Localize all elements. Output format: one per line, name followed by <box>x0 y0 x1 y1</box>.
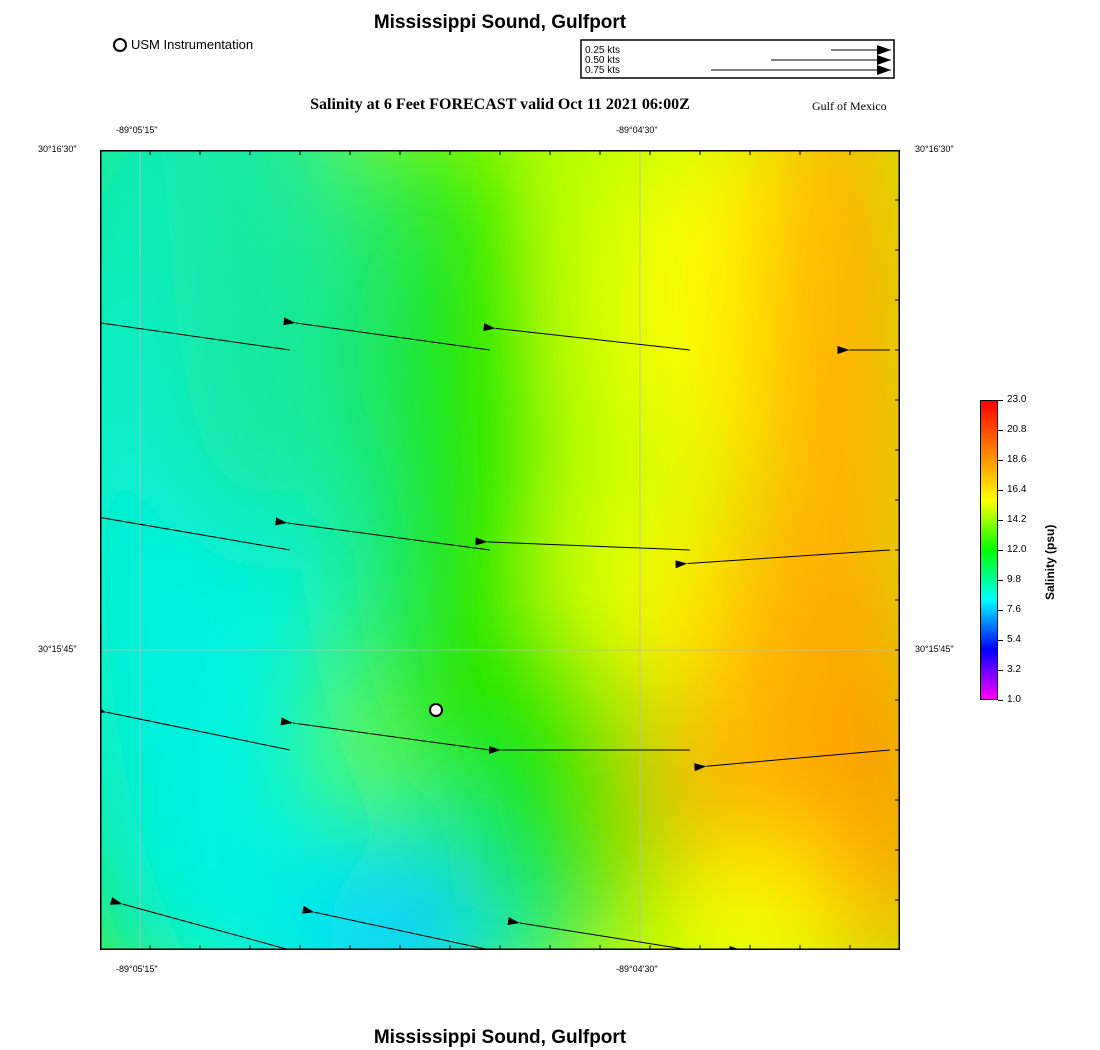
vector-scale-label: 0.50 kts <box>585 55 621 66</box>
colorbar-tick-label: 20.8 <box>1007 424 1027 435</box>
station-marker-icon <box>113 38 127 52</box>
colorbar-tick-mark <box>998 520 1003 521</box>
colorbar <box>980 400 998 700</box>
colorbar-tick-label: 16.4 <box>1007 484 1027 495</box>
lat-tick-label-left: 30°15'45" <box>38 644 77 654</box>
vector-scale-label: 0.25 kts <box>585 45 621 56</box>
salinity-field <box>100 150 900 950</box>
colorbar-title: Salinity (psu) <box>1043 524 1057 600</box>
colorbar-tick-label: 5.4 <box>1007 634 1021 645</box>
colorbar-tick-mark <box>998 460 1003 461</box>
colorbar-tick-label: 14.2 <box>1007 514 1027 525</box>
lat-tick-label-right: 30°16'30" <box>915 144 954 154</box>
colorbar-tick-mark <box>998 550 1003 551</box>
vector-scale-legend <box>580 39 898 81</box>
lat-tick-label-right: 30°15'45" <box>915 644 954 654</box>
colorbar-tick-label: 1.0 <box>1007 694 1021 705</box>
station-legend-label: USM Instrumentation <box>131 37 254 52</box>
salinity-map[interactable] <box>100 150 900 950</box>
salinity-region <box>600 480 720 720</box>
colorbar-tick-mark <box>998 670 1003 671</box>
colorbar-ticks <box>1000 394 1040 705</box>
colorbar-tick-mark <box>998 580 1003 581</box>
colorbar-gradient <box>981 401 997 699</box>
colorbar-tick-label: 9.8 <box>1007 574 1021 585</box>
usm-station-marker[interactable] <box>430 704 442 716</box>
colorbar-tick-mark <box>998 610 1003 611</box>
region-label: Gulf of Mexico <box>812 99 887 113</box>
colorbar-tick-mark <box>998 400 1003 401</box>
map-footer-title: Mississippi Sound, Gulfport <box>373 1027 627 1048</box>
colorbar-tick-label: 3.2 <box>1007 664 1021 675</box>
station-legend <box>113 37 253 52</box>
colorbar-tick-mark <box>998 490 1003 491</box>
lon-tick-label-top: -89°04'30" <box>616 125 658 135</box>
colorbar-tick-label: 18.6 <box>1007 454 1027 465</box>
lon-tick-label-top: -89°05'15" <box>116 125 158 135</box>
vector-scale-label: 0.75 kts <box>585 65 621 76</box>
colorbar-tick-mark <box>998 640 1003 641</box>
lon-tick-label-bottom: -89°05'15" <box>116 964 158 974</box>
map-subtitle: Salinity at 6 Feet FORECAST valid Oct 11 2021 06:00Z <box>310 96 690 113</box>
colorbar-tick-mark <box>998 700 1003 701</box>
colorbar-tick-label: 7.6 <box>1007 604 1021 615</box>
map-title: Mississippi Sound, Gulfport <box>373 12 627 33</box>
lon-tick-label-bottom: -89°04'30" <box>616 964 658 974</box>
colorbar-tick-label: 12.0 <box>1007 544 1027 555</box>
colorbar-tick-mark <box>998 430 1003 431</box>
lat-tick-label-left: 30°16'30" <box>38 144 77 154</box>
colorbar-tick-label: 23.0 <box>1007 394 1027 405</box>
